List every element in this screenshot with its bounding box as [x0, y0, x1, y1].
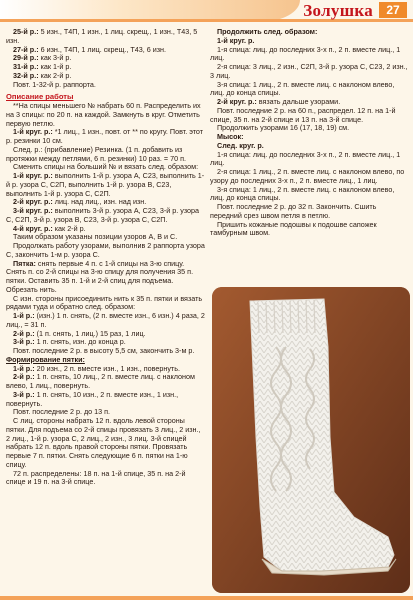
- instruction-text: (изн.) 1 п. снять, (2 п. вместе изн., 6 изн.) 4 раза, 2 лиц., = 31 п.: [6, 311, 205, 329]
- instruction-paragraph: [210, 46, 410, 64]
- instruction-text: как 2-й р.: [52, 223, 86, 233]
- instruction-paragraph: [6, 207, 206, 225]
- instruction-paragraph: [6, 391, 206, 409]
- row-label: 2-й круг. р.:: [217, 97, 257, 106]
- row-label: 3-й р.:: [13, 389, 35, 399]
- instruction-label: След. круг. р.: [217, 140, 264, 150]
- instruction-text: С лиц. стороны набрать 12 п. вдоль левой стороны пятки. Для подъема со 2-й спицы провязать 3 лиц., 2 изн., 2 лиц., 1-й р. узора С, 2 лиц., 2 изн., 3 лиц. 3-й спицей набрать 12 п. вдоль правой стороны пятки. Провязать первые 7 п. пятки. Снять следующие 6 п. пятки на 1-ю спицу.: [6, 416, 201, 469]
- row-label: 29-й р.:: [13, 53, 39, 63]
- instruction-text: 1-я спица: лиц. до последних 3-х п., 2 п. вместе лиц., 1 лиц.: [210, 44, 401, 63]
- instruction-text: 3-я спица: 1 лиц., 2 п. вместе лиц. с наклоном влево, лиц. до конца спицы.: [210, 79, 395, 98]
- row-label: 2-й р.:: [13, 328, 35, 338]
- instruction-text: 5 изн., Т4П, 1 изн., 1 лиц. скрещ., 1 изн., Т43, 5 изн.: [6, 27, 198, 45]
- page-header: [0, 0, 413, 22]
- instruction-text: Продолжать работу узорами, выполнив 2 раппорта узора С, закончить 1-м р. узора С.: [6, 241, 205, 259]
- instruction-text: Повт. последние 2 р. на 60 п., распредел. 12 п. на 1-й спице, 35 п. на 2-й спице и 13 п. на 3-й спице.: [210, 105, 396, 124]
- instruction-text: 1 п. снять, 10 лиц., 2 п. вместе лиц. с наклоном влево, 1 лиц., повернуть.: [6, 372, 195, 390]
- instruction-text: 3-я спица: 1 лиц., 2 п. вместе лиц. с наклоном влево, лиц. до конца спицы.: [210, 184, 395, 203]
- subsection-heading: Формирование пятки:: [6, 354, 85, 364]
- instruction-paragraph: [210, 186, 410, 204]
- instruction-paragraph: [210, 151, 410, 169]
- instruction-paragraph: [210, 221, 410, 239]
- instruction-paragraph: [6, 128, 206, 146]
- instruction-text: 1 п. снять, 10 изн., 2 п. вместе изн., 1 изн., повернуть.: [6, 389, 179, 408]
- instruction-paragraph: [6, 470, 206, 488]
- instruction-paragraph: [210, 168, 410, 186]
- row-label: 2-й круг. р.:: [13, 197, 53, 207]
- instruction-text: 20 изн., 2 п. вместе изн., 1 изн., повернуть.: [34, 363, 180, 373]
- instruction-text: Повт. последние 2 р. до 13 п.: [13, 407, 111, 417]
- instruction-text: как 2-й р.: [38, 70, 72, 80]
- instruction-paragraph: [6, 102, 206, 128]
- instruction-text: Повт. последние 2 р. в высоту 5,5 см, закончить 3-м р.: [13, 346, 195, 355]
- instruction-text: выполнить 3-й р. узора А, С23, 3-й р. узора С, С2П, 3-й р. узора В, С23, 3-й р. узора С, С2П.: [6, 206, 200, 224]
- left-column-text: [6, 28, 206, 487]
- row-label: 25-й р.:: [13, 27, 39, 36]
- instruction-text: *1 лиц., 1 изн., повт. от ** по кругу. Повт. этот р. резинки 10 см.: [6, 127, 204, 145]
- instruction-text: 1 п. снять, изн. до конца р.: [34, 337, 126, 347]
- row-label: 4-й круг. р.:: [13, 223, 53, 233]
- instruction-text: 2-я спица: 1 лиц., 2 п. вместе лиц. с наклоном влево, по узору до последних 3-х п., 2 п. вместе лиц., 1 лиц.: [210, 167, 405, 185]
- instruction-paragraph: [210, 81, 410, 99]
- instruction-label: Продолжить след. образом:: [217, 27, 318, 36]
- instruction-text: Сменить спицы на больший № и вязать след. образом:: [13, 162, 199, 172]
- instruction-text: лиц. над лиц., изн. над изн.: [52, 197, 147, 207]
- instruction-text: След. р.: (прибавление) Резинка. (1 п. добавить из протяжки между петлями, 6 п. резинки) 10 раз. = 70 п.: [6, 144, 186, 163]
- footer-stripe: [0, 596, 413, 600]
- row-label: 3-й круг. р.:: [13, 206, 53, 215]
- instruction-label: Мысок:: [217, 132, 244, 141]
- instruction-paragraph: [6, 146, 206, 164]
- instruction-text: Таким образом указаны позиции узоров А, В и С.: [13, 232, 178, 242]
- instruction-paragraph: [210, 203, 410, 221]
- instruction-paragraph: [6, 28, 206, 46]
- instruction-paragraph: [6, 312, 206, 330]
- instruction-text: 6 изн., Т4П, 1 лиц. скрещ., Т43, 6 изн.: [38, 44, 167, 54]
- instruction-text: 72 п. распределены: 18 п. на 1-й спице, 35 п. на 2-й спице и 19 п. на 3-й спице.: [6, 468, 186, 487]
- instruction-text: 1-я спица: лиц. до последних 3-х п., 2 п. вместе лиц., 1 лиц.: [210, 149, 401, 168]
- instruction-paragraph: [6, 81, 206, 90]
- row-label: Пятка:: [13, 258, 36, 268]
- row-label: 1-й р.:: [13, 311, 35, 320]
- instruction-text: Пришить кожаные подошвы к подошве сапожек тамбурным швом.: [210, 219, 377, 238]
- row-label: 2-й р.:: [13, 372, 35, 382]
- instruction-paragraph: [6, 172, 206, 198]
- knitted-boot-photo: [212, 287, 410, 593]
- instruction-text: как 1-й р.: [38, 62, 72, 71]
- instruction-paragraph: [210, 63, 410, 81]
- instruction-paragraph: [6, 242, 206, 260]
- row-label: 1-й круг. р.:: [13, 171, 53, 180]
- row-label: 1-й р.:: [13, 363, 35, 373]
- instruction-text: (1 п. снять, 1 лиц.) 15 раз, 1 лиц.: [34, 328, 146, 338]
- row-label: 31-й р.:: [13, 62, 39, 71]
- instruction-text: **На спицы меньшего № набрать 60 п. Распределить их на 3 спицы: по 20 п. на каждой. Замкнуть в круг. Отметить первую петлю.: [6, 101, 201, 128]
- instruction-paragraph: [6, 373, 206, 391]
- row-label: 3-й р.:: [13, 337, 35, 347]
- instruction-text: Повт. последние 2 р. до 32 п. Закончить. Сшить передний срез швом петля в петлю.: [210, 202, 377, 220]
- instruction-paragraph: [6, 295, 206, 313]
- instruction-text: С изн. стороны присоединить нить к 35 п. пятки и вязать рядами туда и обратно след. образом:: [6, 293, 203, 312]
- instruction-text: Продолжить узорами 16 (17, 18, 19) см.: [217, 123, 350, 133]
- row-label: 1-й круг. р.:: [13, 127, 53, 137]
- instruction-text: выполнить 1-й р. узора А, С23, выполнить 1-й р. узора С, С2П, выполнить 1-й р. узора В, С23, выполнить 1-й р. узора С, С2П.: [6, 171, 205, 198]
- row-label: 32-й р.:: [13, 70, 39, 80]
- instruction-label: 1-й круг. р.: [217, 35, 255, 45]
- boot-illustration: [212, 287, 410, 593]
- instruction-paragraph: [6, 417, 206, 470]
- row-label: 27-й р.:: [13, 44, 39, 54]
- right-column-text: [210, 28, 410, 238]
- instruction-text: снять первые 4 п. с 1-й спицы на 3-ю спицу. Снять п. со 2-й спицы на 3-ю спицу для получения 35 п. пятки. Оставить 35 п. 1-й и 2-й спиц для подъема. Обрезать нить.: [6, 258, 194, 294]
- section-heading: Описание работы: [6, 92, 74, 102]
- instruction-text: вязать дальше узорами.: [256, 97, 341, 106]
- instruction-text: Повт. 1-32-й р. раппорта.: [13, 79, 96, 89]
- page-number: 27: [379, 2, 407, 18]
- instruction-paragraph: [6, 260, 206, 295]
- magazine-title: Золушка: [303, 1, 373, 20]
- instruction-text: как 3-й р.: [38, 53, 72, 63]
- instruction-paragraph: [210, 107, 410, 125]
- instruction-text: 2-я спица: 3 лиц., 2 изн., С2П, 3-й р. узора С, С23, 2 изн., 3 лиц.: [210, 62, 408, 80]
